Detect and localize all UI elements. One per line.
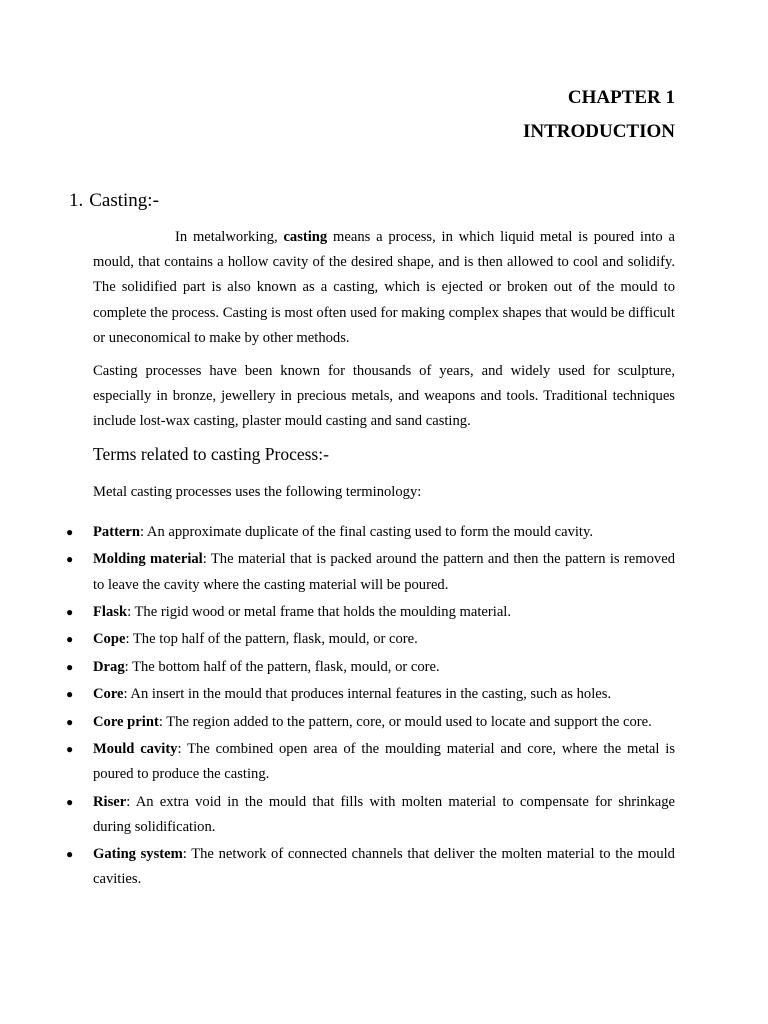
- term-name: Gating system: [93, 846, 183, 863]
- term-definition: : The region added to the pattern, core, or mould used to locate and support the core.: [158, 713, 652, 730]
- term-definition: : The top half of the pattern, flask, mould, or core.: [125, 631, 418, 648]
- bold-term-casting: casting: [283, 229, 328, 245]
- section-title: Casting:-: [89, 190, 159, 211]
- bullet-icon: ●: [66, 687, 74, 702]
- terms-intro: Metal casting processes uses the following terminology:: [93, 484, 422, 500]
- term-definition: : An approximate duplicate of the final casting used to form the mould cavity.: [140, 524, 593, 540]
- list-item: [0, 520, 675, 545]
- bullet-icon: ●: [66, 847, 74, 862]
- paragraph-casting-definition: [93, 225, 675, 351]
- list-item: [0, 842, 675, 892]
- term-definition: : The bottom half of the pattern, flask, mould, or core.: [124, 658, 440, 675]
- section-heading: [69, 188, 159, 214]
- bullet-icon: ●: [66, 552, 74, 567]
- bullet-icon: ●: [66, 714, 74, 729]
- list-item: [0, 790, 675, 840]
- list-item: [0, 600, 675, 625]
- term-definition: : The combined open area of the moulding material and core, where the metal is poured to produce the casting.: [93, 740, 676, 783]
- term-name: Core: [93, 686, 124, 703]
- term-definition: : The rigid wood or metal frame that holds the moulding material.: [127, 603, 512, 620]
- chapter-label: CHAPTER 1: [567, 87, 675, 108]
- term-name: Pattern: [93, 524, 141, 540]
- term-name: Molding material: [93, 551, 203, 568]
- term-name: Riser: [93, 793, 127, 810]
- paragraph-casting-history: Casting processes have been known for thousands of years, and widely used for sculpture, especially in bronze, jewellery in precious metals, and weapons and tools. Traditional techniques include lost-wax casting, plaster mould casting and sand casting.: [93, 363, 675, 430]
- term-name: Core print: [93, 713, 159, 730]
- bullet-icon: ●: [66, 794, 74, 809]
- chapter-title: INTRODUCTION: [522, 121, 675, 142]
- term-definition: : The material that is packed around the pattern and then the pattern is removed to leave the cavity where the casting material will be poured.: [93, 551, 675, 593]
- paragraph-text: In metalworking,: [175, 229, 284, 245]
- terms-list: [0, 520, 768, 895]
- list-item: [0, 682, 675, 707]
- term-name: Drag: [93, 658, 125, 675]
- bullet-icon: ●: [66, 741, 74, 756]
- paragraph-text: means a process, in which liquid metal is poured into a mould, that contains a hollow cavity of the desired shape, and is then allowed to cool and solidify. The solidified part is also known as a casting, which is ejected or broken out of the mould to complete the process. Casting is most often used for making complex shapes that would be difficult or uneconomical to make by other methods.: [93, 229, 675, 346]
- terms-heading: Terms related to casting Process:-: [93, 444, 329, 464]
- list-item: [0, 627, 675, 652]
- term-name: Cope: [93, 631, 126, 648]
- bullet-icon: ●: [66, 604, 74, 619]
- list-item: [0, 655, 675, 680]
- term-definition: : An insert in the mould that produces internal features in the casting, such as holes.: [123, 686, 612, 703]
- bullet-icon: ●: [66, 525, 74, 539]
- section-number: 1.: [69, 190, 84, 211]
- bullet-icon: ●: [66, 659, 74, 674]
- term-definition: : An extra void in the mould that fills with molten material to compensate for shrinkage during solidification.: [93, 793, 675, 835]
- term-name: Flask: [93, 603, 128, 620]
- list-item: [0, 710, 675, 735]
- list-item: [0, 737, 675, 787]
- bullet-icon: ●: [66, 632, 74, 647]
- term-name: Mould cavity: [93, 740, 178, 757]
- term-definition: : The network of connected channels that deliver the molten material to the mould cavities.: [93, 846, 675, 888]
- list-item: [0, 547, 675, 597]
